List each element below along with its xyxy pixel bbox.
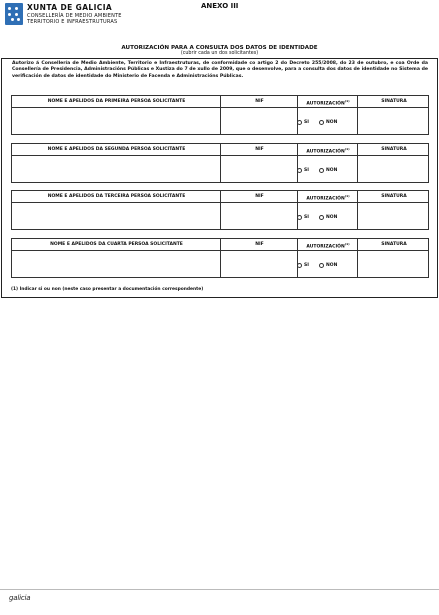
nif-label: NIF: [255, 194, 264, 199]
xunta-coat-of-arms-icon: [5, 3, 23, 25]
footnote: (1) Indicar si ou non (neste caso presentar a documentación correspondente): [11, 287, 204, 292]
radio-circle-icon: [297, 215, 302, 220]
org-name: XUNTA DE GALICIA: [27, 3, 113, 12]
authorization-no-radio[interactable]: NON: [319, 120, 337, 125]
galicia-brand-logo: galicia: [9, 594, 31, 602]
signature-label: SINATURA: [381, 194, 407, 199]
authorization-no-radio[interactable]: NON: [319, 263, 337, 268]
authorization-yes-radio[interactable]: SI: [297, 215, 309, 220]
authorization-text: Autorizo á Consellería de Medio Ambiente, Territorio e Infraestruturas, de conformidade co artigo 2 do Decreto 255/2008, do 23 de outubro, e coa Orde da Consellería de Presidencia, Administracións Públicas e Xustiza do 7 de xullo de 2009, que o desenvolve, para a consulta dos datos de identidade no Sistema de verificación de datos de identidade do Ministerio de Facenda e Administracións Públicas.: [12, 61, 428, 79]
signature-label: SINATURA: [381, 99, 407, 104]
radio-circle-icon: [319, 168, 324, 173]
nif-label: NIF: [255, 99, 264, 104]
authorization-yes-radio[interactable]: SI: [297, 120, 309, 125]
department-line-1: CONSELLERÍA DE MEDIO AMBIENTE: [27, 13, 122, 19]
footer-divider: [0, 589, 439, 590]
name-label: NOME E APELIDOS DA TERCEIRA PERSOA SOLICITANTE: [47, 194, 186, 199]
department-line-2: TERRITORIO E INFRAESTRUTURAS: [27, 19, 118, 25]
radio-circle-icon: [297, 263, 302, 268]
annex-label: ANEXO III: [201, 2, 239, 10]
radio-circle-icon: [319, 263, 324, 268]
radio-circle-icon: [297, 168, 302, 173]
signature-label: SINATURA: [381, 147, 407, 152]
authorization-yes-radio[interactable]: SI: [297, 263, 309, 268]
nif-label: NIF: [255, 242, 264, 247]
radio-circle-icon: [297, 120, 302, 125]
name-label: NOME E APELIDOS DA CUARTA PERSOA SOLICITANTE: [50, 242, 183, 247]
authorization-label: AUTORIZACIÓN$^{(1)}$: [306, 147, 350, 155]
requester-block-4: [11, 238, 429, 278]
authorization-no-radio[interactable]: NON: [319, 168, 337, 173]
requester-block-2: [11, 143, 429, 183]
name-label: NOME E APELIDOS DA PRIMEIRA PERSOA SOLICITANTE: [47, 99, 186, 104]
signature-label: SINATURA: [381, 242, 407, 247]
radio-circle-icon: [319, 120, 324, 125]
requester-block-3: [11, 190, 429, 230]
nif-label: NIF: [255, 147, 264, 152]
requester-block-1: [11, 95, 429, 135]
authorization-label: AUTORIZACIÓN$^{(1)}$: [306, 194, 350, 202]
document-title: AUTORIZACIÓN PARA A CONSULTA DOS DATOS DE IDENTIDADE: [121, 45, 318, 51]
authorization-label: AUTORIZACIÓN$^{(1)}$: [306, 242, 350, 250]
radio-circle-icon: [319, 215, 324, 220]
name-label: NOME E APELIDOS DA SEGUNDA PERSOA SOLICITANTE: [47, 147, 186, 152]
document-subtitle: (cubrir cada un dos solicitantes): [180, 51, 259, 56]
authorization-yes-radio[interactable]: SI: [297, 168, 309, 173]
authorization-label: AUTORIZACIÓN$^{(1)}$: [306, 99, 350, 107]
authorization-no-radio[interactable]: NON: [319, 215, 337, 220]
